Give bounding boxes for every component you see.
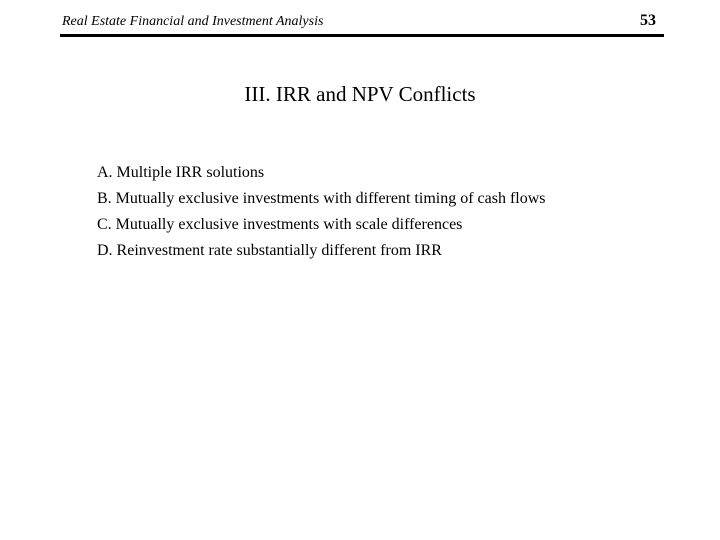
point-list [97, 160, 546, 264]
slide-title: III. IRR and NPV Conflicts [244, 82, 476, 106]
point-item-c: C. Mutually exclusive investments with scale differences [97, 216, 463, 233]
point-item-a: A. Multiple IRR solutions [97, 164, 265, 181]
page-number: 53 [640, 12, 656, 29]
header-title: Real Estate Financial and Investment Analysis [62, 14, 324, 29]
point-item-b: B. Mutually exclusive investments with different timing of cash flows [97, 190, 546, 207]
header-divider [60, 34, 664, 37]
point-item-d: D. Reinvestment rate substantially different from IRR [97, 242, 442, 259]
